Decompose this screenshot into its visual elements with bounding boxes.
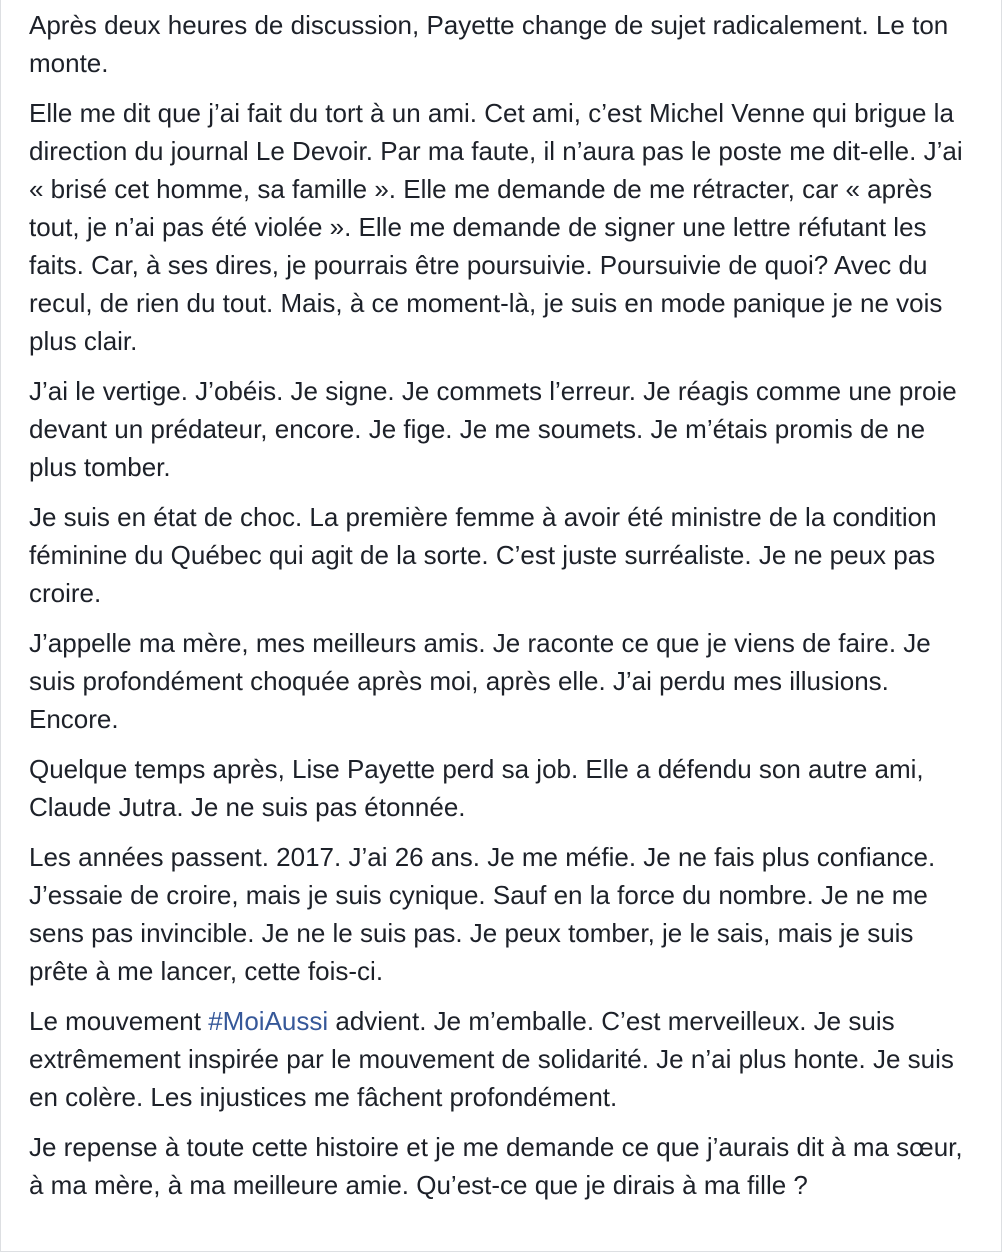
post-body	[29, 6, 979, 1216]
paragraph-2: Elle me dit que j’ai fait du tort à un ami. Cet ami, c’est Michel Venne qui brigue la direction du journal Le Devoir. Par ma faute, il n’aura pas le poste me dit-elle. J’ai « brisé cet homme, sa famille ». Elle me demande de me rétracter, car « après tout, je n’ai pas été violée ». Elle me demande de signer une lettre réfutant les faits. Car, à ses dires, je pourrais être poursuivie. Poursuivie de quoi? Avec du recul, de rien du tout. Mais, à ce moment-là, je suis en mode panique je ne vois plus clair.	[29, 98, 963, 356]
paragraph-8-lead: Le mouvement	[29, 1006, 209, 1036]
paragraph-7: Les années passent. 2017. J’ai 26 ans. Je me méfie. Je ne fais plus confiance. J’essaie de croire, mais je suis cynique. Sauf en la force du nombre. Je ne me sens pas invincible. Je ne le suis pas. Je peux tomber, je le sais, mais je suis prête à me lancer, cette fois-ci.	[29, 842, 936, 986]
paragraph-1: Après deux heures de discussion, Payette change de sujet radicalement. Le ton monte.	[29, 10, 949, 78]
paragraph-6: Quelque temps après, Lise Payette perd sa job. Elle a défendu son autre ami, Claude Jutra. Je ne suis pas étonnée.	[29, 754, 924, 822]
paragraph-8-rest: advient. Je m’emballe. C’est merveilleux. Je suis extrêmement inspirée par le mouvement de solidarité. Je n’ai plus honte. Je suis en colère. Les injustices me fâchent profondément.	[29, 1006, 954, 1112]
paragraph-5: J’appelle ma mère, mes meilleurs amis. Je raconte ce que je viens de faire. Je suis profondément choquée après moi, après elle. J’ai perdu mes illusions. Encore.	[29, 628, 931, 734]
paragraph-3: J’ai le vertige. J’obéis. Je signe. Je commets l’erreur. Je réagis comme une proie devant un prédateur, encore. Je fige. Je me soumets. Je m’étais promis de ne plus tomber.	[29, 376, 957, 482]
paragraph-9: Je repense à toute cette histoire et je me demande ce que j’aurais dit à ma sœur, à ma mère, à ma meilleure amie. Qu’est-ce que je dirais à ma fille ?	[29, 1132, 963, 1200]
paragraph-4: Je suis en état de choc. La première femme à avoir été ministre de la condition féminine du Québec qui agit de la sorte. C’est juste surréaliste. Je ne peux pas croire.	[29, 502, 937, 608]
hashtag-link-moiaussi[interactable]: #MoiAussi	[208, 1006, 329, 1036]
paragraph-8	[29, 1002, 979, 1116]
